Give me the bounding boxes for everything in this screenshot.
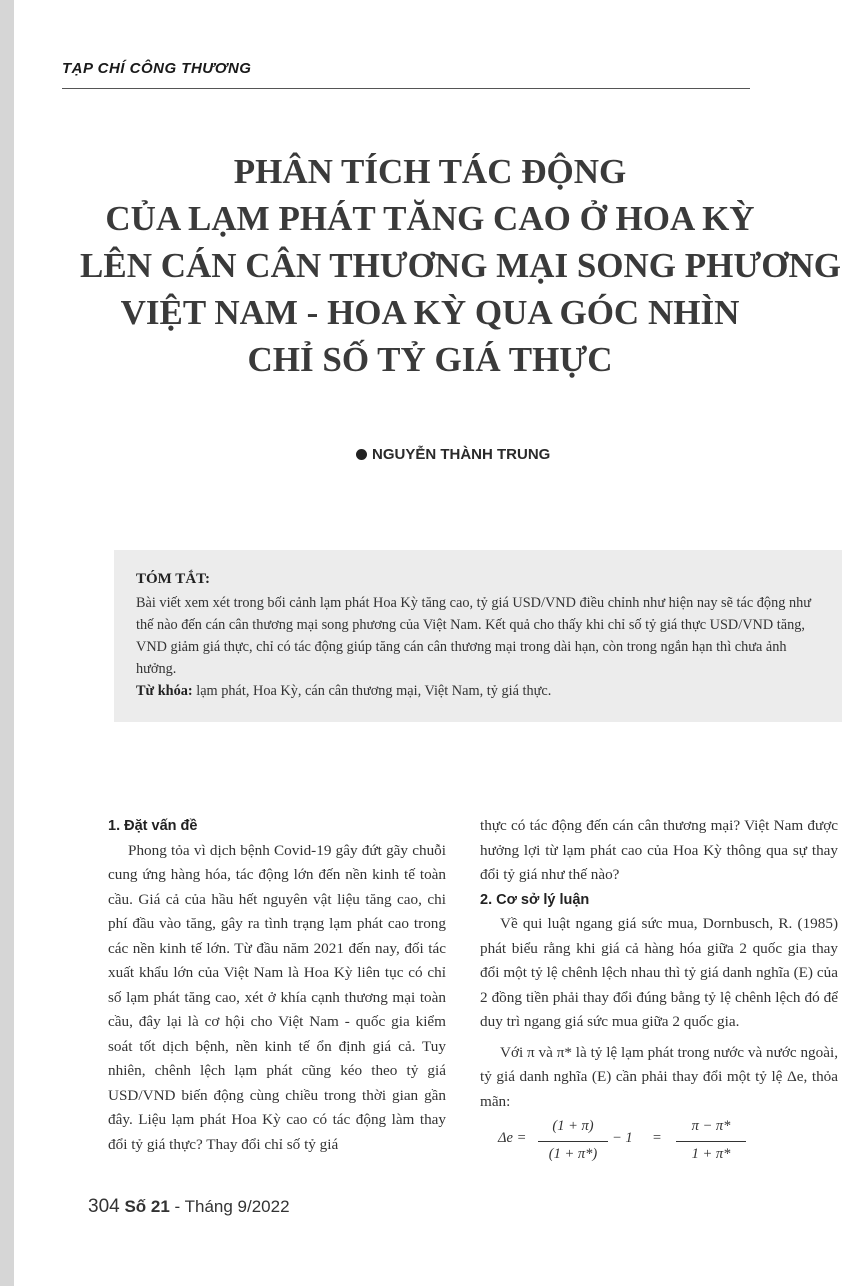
- title-line: CỦA LẠM PHÁT TĂNG CAO Ở HOA KỲ: [105, 199, 755, 238]
- equation-lhs: Δe =: [498, 1130, 527, 1146]
- author-line: [356, 446, 550, 463]
- section-heading: 1. Đặt vấn đề: [108, 818, 198, 834]
- bullet-icon: [356, 449, 367, 460]
- page-number: 304: [88, 1196, 120, 1217]
- paragraph-continued: thực có tác động đến cán cân thương mại? Việt Nam được hưởng lợi từ lạm phát cao của Hoa Kỳ thông qua sự thay đổi tỷ giá như thế nào?: [480, 817, 838, 883]
- article-title: [80, 148, 841, 383]
- paragraph: Với π và π* là tỷ lệ lạm phát trong nước và nước ngoài, tỷ giá danh nghĩa (E) cần phải thay đổi một tỷ lệ Δe, thỏa mãn:: [480, 1043, 838, 1110]
- scan-edge: [0, 0, 14, 1286]
- section-heading: 2. Cơ sở lý luận: [480, 891, 590, 908]
- title-line: LÊN CÁN CÂN THƯƠNG MẠI SONG PHƯƠNG: [80, 246, 841, 285]
- title-line: VIỆT NAM - HOA KỲ QUA GÓC NHÌN: [120, 293, 740, 332]
- journal-name: TẠP CHÍ CÔNG THƯƠNG: [62, 60, 252, 77]
- header-rule: [62, 88, 750, 89]
- equation-denominator: (1 + π*): [548, 1145, 598, 1162]
- equation-equals: =: [652, 1130, 662, 1146]
- equation-numerator: (1 + π): [552, 1118, 594, 1134]
- equation-numerator: π − π*: [691, 1118, 731, 1134]
- keywords-text: lạm phát, Hoa Kỳ, cán cân thương mại, Việt Nam, tỷ giá thực.: [196, 683, 552, 699]
- issue-date: - Tháng 9/2022: [174, 1197, 290, 1216]
- page-footer: [88, 1196, 290, 1218]
- abstract-box: [114, 550, 842, 722]
- abstract-heading: TÓM TẮT:: [136, 571, 211, 587]
- equation-denominator: 1 + π*: [691, 1145, 731, 1162]
- author-name: NGUYỄN THÀNH TRUNG: [372, 446, 551, 463]
- title-line: CHỈ SỐ TỶ GIÁ THỰC: [247, 340, 613, 379]
- paragraph: Về qui luật ngang giá sức mua, Dornbusch, R. (1985) phát biểu rằng khi giá cả hàng hóa giữa 2 quốc gia thay đổi một tỷ lệ chênh lệch nhau thì tỷ giá danh nghĩa (E) của 2 đồng tiền phải thay đổi đúng bằng tỷ lệ chênh lệch đó để duy trì ngang giá sức mua giữa 2 quốc gia.: [480, 915, 838, 1030]
- column-left: [108, 814, 446, 1157]
- keywords: [136, 680, 822, 702]
- paragraph: Phong tỏa vì dịch bệnh Covid-19 gây đứt gãy chuỗi cung ứng hàng hóa, tác động lớn đến nền kinh tế toàn cầu. Giá cả của hầu hết nguyên vật liệu tăng cao, chi phí đầu vào tăng, gây ra tình trạng lạm phát cao trong các nền kinh tế lớn. Từ đầu năm 2021 đến nay, đối tác xuất khẩu lớn của Việt Nam là Hoa Kỳ liên tục có chỉ số lạm phát tăng cao, xét ở khía cạnh thương mại toàn cầu, đây lại là cơ hội cho Việt Nam - quốc gia kiểm soát tốt dịch bệnh, nền kinh tế ổn định giá cả. Tuy nhiên, chênh lệch lạm phát cũng kéo theo tỷ giá USD/VND biến động cùng chiều trong thời gian gần đây. Liệu lạm phát Hoa Kỳ cao có tác động làm thay đổi tỷ giá thực? Thay đổi chỉ số tỷ giá: [108, 841, 446, 1153]
- issue-number: Số 21: [124, 1197, 170, 1216]
- title-line: PHÂN TÍCH TÁC ĐỘNG: [233, 152, 627, 191]
- equation: [480, 1114, 838, 1162]
- column-right: [480, 814, 838, 1162]
- abstract-body: Bài viết xem xét trong bối cảnh lạm phát Hoa Kỳ tăng cao, tỷ giá USD/VND điều chỉnh như hiện nay sẽ tác động như thế nào đến cán cân thương mại song phương của Việt Nam. Kết quả cho thấy khi chỉ số tỷ giá thực USD/VND tăng, VND giảm giá thực, chỉ có tác động giúp tăng cán cân thương mại trong dài hạn, còn trong ngắn hạn thì chưa ảnh hưởng.: [136, 595, 811, 677]
- keywords-label: Từ khóa:: [136, 683, 193, 699]
- equation-minus-one: − 1: [612, 1130, 633, 1146]
